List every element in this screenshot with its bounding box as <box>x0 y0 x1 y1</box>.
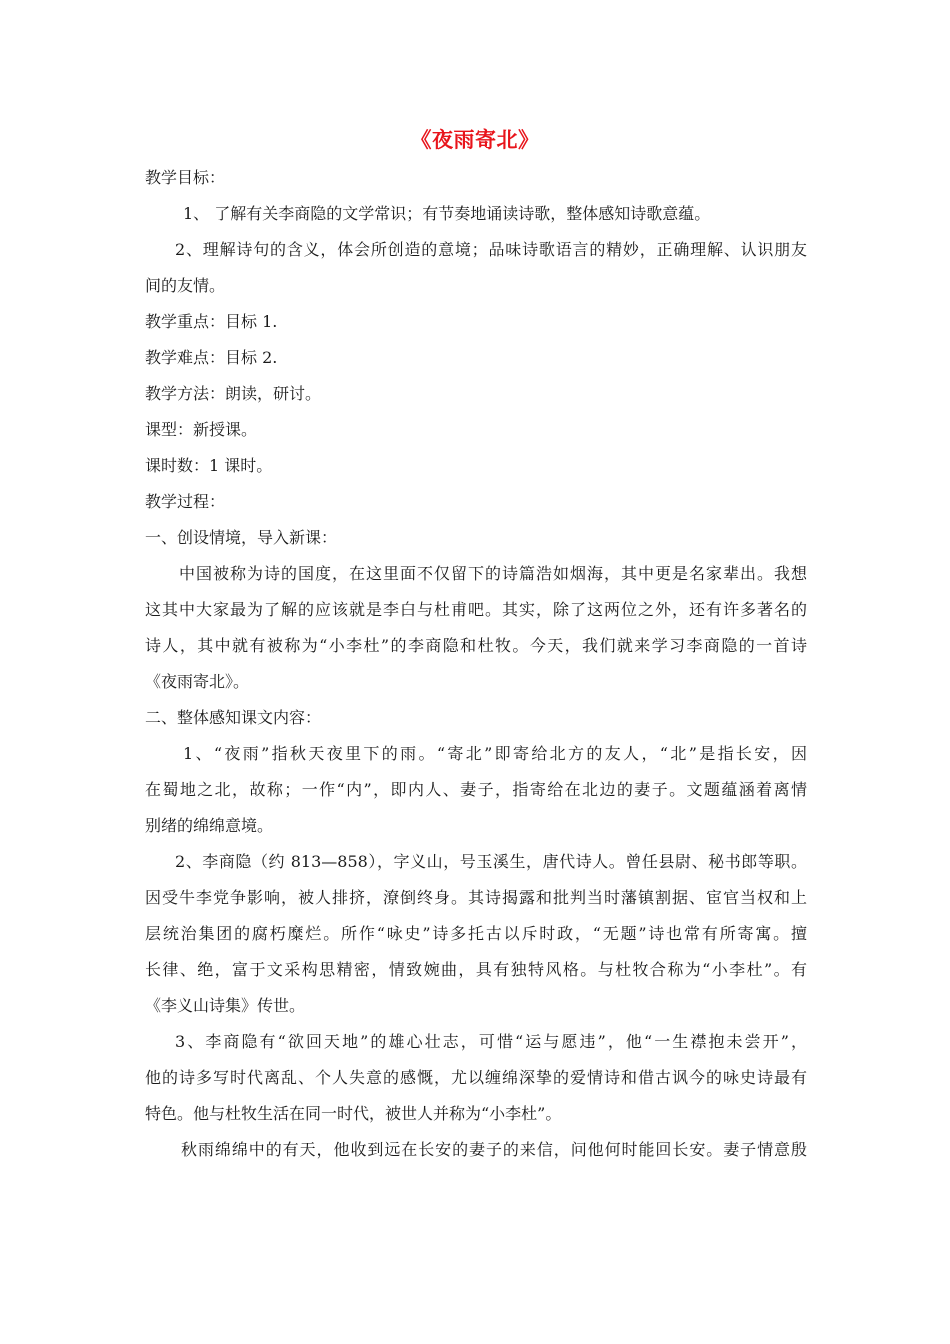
text-line: 教学目标： <box>145 168 226 187</box>
text-line: 这其中大家最为了解的应该就是李白与杜甫吧。其实，除了这两位之外，还有许多著名的 <box>145 600 807 619</box>
text-line: 间的友情。 <box>145 276 226 295</box>
text-line: 1、“夜雨”指秋天夜里下的雨。“寄北”即寄给北方的友人，“北”是指长安，因 <box>183 744 807 763</box>
text-line: 中国被称为诗的国度，在这里面不仅留下的诗篇浩如烟海，其中更是名家辈出。我想 <box>179 564 807 583</box>
text-line: 因受牛李党争影响，被人排挤，潦倒终身。其诗揭露和批判当时藩镇割据、宦官当权和上 <box>145 888 807 907</box>
text-line: 长律、绝，富于文采构思精密，情致婉曲，具有独特风格。与杜牧合称为“小李杜”。有 <box>145 960 807 979</box>
text-line: 教学过程： <box>145 492 226 511</box>
text-line: 层统治集团的腐朽糜烂。所作“咏史”诗多托古以斥时政，“无题”诗也常有所寄寓。擅 <box>145 924 807 943</box>
text-line: 别绪的绵绵意境。 <box>145 816 274 835</box>
text-line: 教学重点：目标 1. <box>145 312 278 331</box>
text-line: 诗人，其中就有被称为“小李杜”的李商隐和杜牧。今天，我们就来学习李商隐的一首诗 <box>145 636 807 655</box>
text-line: 教学方法：朗读，研讨。 <box>145 384 322 403</box>
text-line: 他的诗多写时代离乱、个人失意的感慨，尤以缠绵深挚的爱情诗和借古讽今的咏史诗最有 <box>145 1068 807 1087</box>
text-line: 2、理解诗句的含义，体会所创造的意境；品味诗歌语言的精妙，正确理解、认识朋友 <box>175 240 807 259</box>
text-line: 二、整体感知课文内容： <box>145 708 322 727</box>
text-line: 课时数：1 课时。 <box>145 456 273 475</box>
text-line: 在蜀地之北，故称；一作“内”，即内人、妻子，指寄给在北边的妻子。文题蕴涵着离情 <box>145 780 807 799</box>
document-title: 《夜雨寄北》 <box>410 127 540 152</box>
text-line: 《李义山诗集》传世。 <box>145 996 306 1015</box>
text-line: 一、创设情境，导入新课： <box>145 528 338 547</box>
text-line: 3、李商隐有“欲回天地”的雄心壮志，可惜“运与愿违”，他“一生襟抱未尝开”， <box>175 1032 807 1051</box>
text-line: 秋雨绵绵中的有天，他收到远在长安的妻子的来信，问他何时能回长安。妻子情意殷 <box>181 1140 807 1159</box>
text-line: 课型：新授课。 <box>145 420 258 439</box>
text-line: 1、 了解有关李商隐的文学常识；有节奏地诵读诗歌，整体感知诗歌意蕴。 <box>183 204 711 223</box>
text-line: 《夜雨寄北》。 <box>145 672 250 691</box>
text-line: 教学难点：目标 2. <box>145 348 278 367</box>
text-line: 2、李商隐（约 813—858），字义山，号玉溪生，唐代诗人。曾任县尉、秘书郎等职。 <box>175 852 807 871</box>
text-line: 特色。他与杜牧生活在同一时代，被世人并称为“小李杜”。 <box>145 1104 562 1123</box>
document-body <box>145 160 807 1168</box>
